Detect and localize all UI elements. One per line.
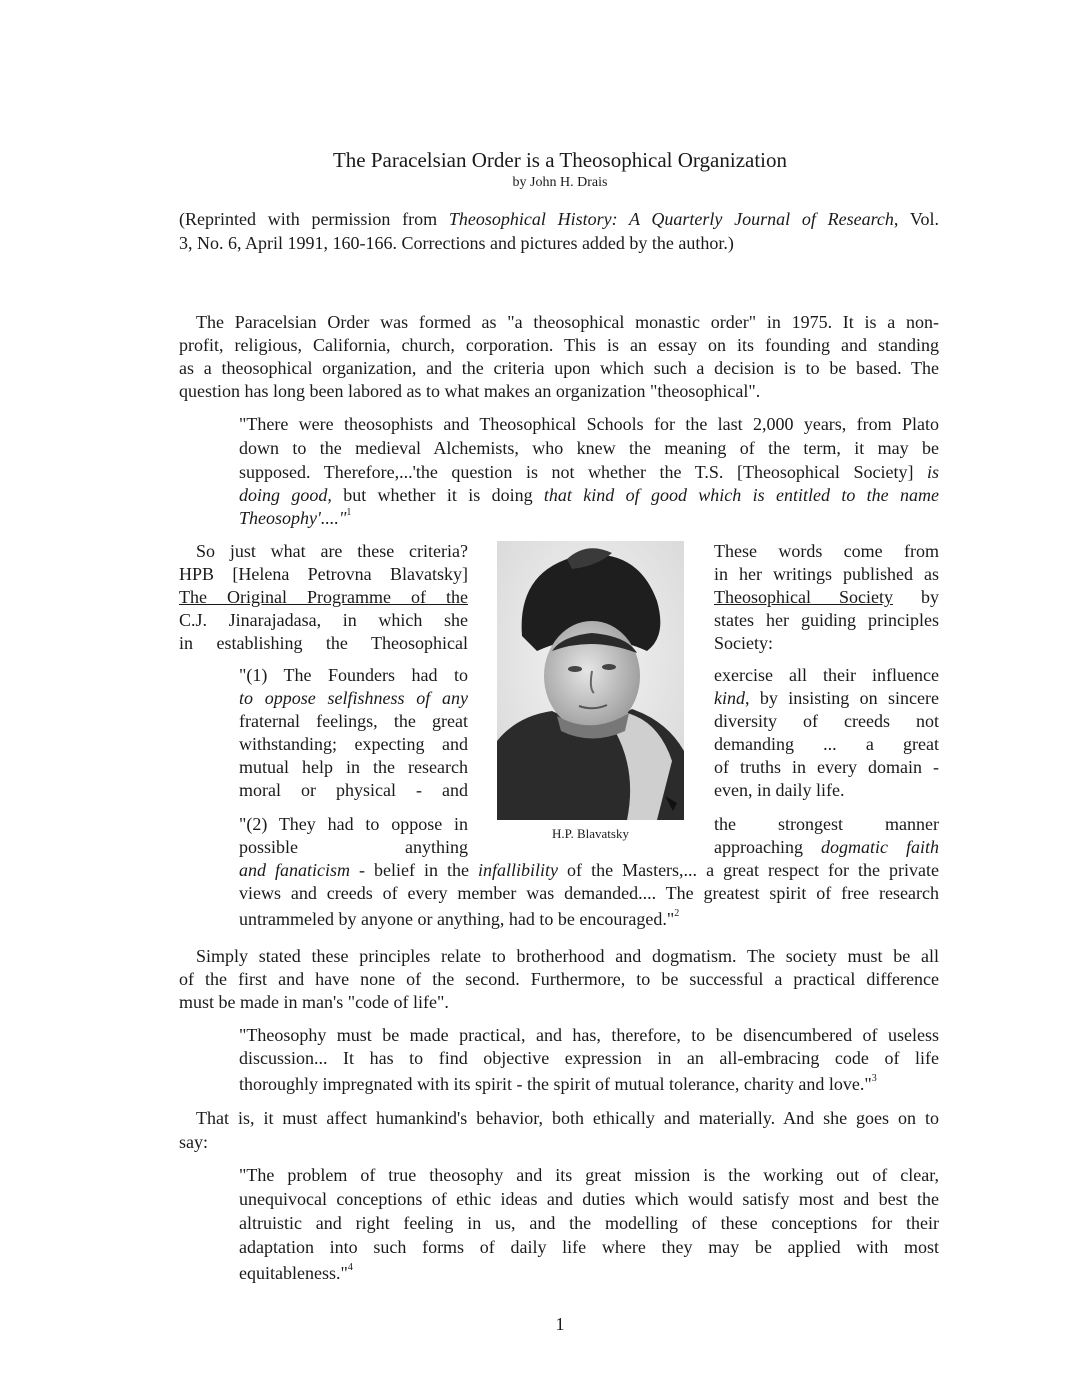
quote-2-right-line: kind, by insisting on sincere	[714, 688, 939, 708]
quote-2-right-line: even, in daily life.	[714, 780, 845, 800]
quote-3-line: and fanaticism - belief in the infallibility of the Masters,... a great respect for the private	[239, 860, 940, 880]
right-column-line: states her guiding principles	[714, 610, 939, 630]
right-column-line: in her writings published as	[714, 564, 939, 584]
paragraph-1-line: profit, religious, California, church, corporation. This is an essay on its founding and standing	[179, 335, 939, 355]
paragraph-3-line: That is, it must affect humankind's behavior, both ethically and materially. And she goes on to	[196, 1108, 939, 1128]
quote-2-right-line: demanding ... a great	[714, 734, 939, 754]
quote-2-right-line: of truths in every domain -	[714, 757, 939, 777]
quote-3-line: views and creeds of every member was demanded.... The greatest spirit of free research	[239, 883, 939, 903]
quote-3-line: possible anything	[239, 837, 468, 857]
quote-4-line: "Theosophy must be made practical, and has, therefore, to be disencumbered of useless	[239, 1025, 939, 1045]
quote-5-line: equitableness."$^4$	[239, 1262, 353, 1283]
quote-4-line: discussion... It has to find objective expression in an all-embracing code of life	[239, 1048, 939, 1068]
quote-1-line: supposed. Therefore,...'the question is not whether the T.S. [Theosophical Society] is	[239, 462, 939, 482]
quote-2-left-line: moral or physical - and	[239, 780, 468, 800]
paragraph-3-line: say:	[179, 1132, 208, 1152]
portrait-caption: H.P. Blavatsky	[552, 826, 629, 841]
paragraph-1-line: as a theosophical organization, and the criteria upon which such a decision is to be based. The	[179, 358, 939, 378]
right-column-line: These words come from	[714, 541, 939, 561]
book-title-original-programme: The Original Programme of the	[179, 587, 468, 607]
reprint-note-line-1: (Reprinted with permission from Theosophical History: A Quarterly Journal of Research, Vol.	[179, 209, 939, 229]
quote-1-line: "There were theosophists and Theosophical Schools for the last 2,000 years, from Plato	[239, 414, 939, 434]
document-title: The Paracelsian Order is a Theosophical Organization	[332, 148, 788, 172]
quote-2-right-line: exercise all their influence	[714, 665, 939, 685]
footnote-ref: 1	[346, 507, 352, 518]
paragraph-2-line: must be made in man's "code of life".	[179, 992, 449, 1012]
quote-2-left-line: withstanding; expecting and	[239, 734, 468, 754]
quote-5-line: altruistic and right feeling in us, and the modelling of these conceptions for their	[239, 1213, 939, 1233]
paragraph-1-line: The Paracelsian Order was formed as "a theosophical monastic order" in 1975. It is a non-	[196, 312, 939, 332]
paragraph-1-line: question has long been labored as to what makes an organization "theosophical".	[179, 381, 761, 401]
quote-3-line: approaching dogmatic faith	[714, 837, 939, 857]
quote-3-line: "(2) They had to oppose in	[239, 814, 468, 834]
quote-2-left-line: fraternal feelings, the great	[239, 711, 468, 731]
quote-3-line: untrammeled by anyone or anything, had to be encouraged."$^2$	[239, 908, 680, 929]
quote-2-left-line: mutual help in the research	[239, 757, 468, 777]
quote-4-line: thoroughly impregnated with its spirit - the spirit of mutual tolerance, charity and love."$^3$	[239, 1073, 877, 1094]
left-column-line: HPB [Helena Petrovna Blavatsky]	[179, 564, 468, 584]
footnote-ref: 4	[347, 1262, 353, 1273]
paragraph-2-line: of the first and have none of the second. Furthermore, to be successful a practical difference	[179, 969, 939, 989]
quote-1-line: doing good, but whether it is doing that kind of good which is entitled to the name	[239, 485, 939, 505]
author-byline: by John H. Drais	[512, 175, 608, 190]
right-column-line: Society:	[714, 633, 773, 653]
quote-1-line: Theosophy'...."$^1$	[239, 507, 352, 528]
page-number: 1	[555, 1314, 565, 1334]
quote-5-line: "The problem of true theosophy and its great mission is the working out of clear,	[239, 1165, 939, 1185]
reprint-note-line-2: 3, No. 6, April 1991, 160-166. Corrections and pictures added by the author.)	[179, 233, 734, 253]
quote-3-line: the strongest manner	[714, 814, 939, 834]
left-column-line: So just what are these criteria?	[196, 541, 468, 561]
left-column-line: C.J. Jinarajadasa, in which she	[179, 610, 468, 630]
book-title-theosophical-society: Theosophical Society	[714, 587, 893, 607]
blavatsky-portrait	[497, 541, 684, 820]
quote-1-line: down to the medieval Alchemists, who knew the meaning of the term, it may be	[239, 438, 939, 458]
quote-5-line: adaptation into such forms of daily life where they may be applied with most	[239, 1237, 939, 1257]
footnote-ref: 3	[871, 1073, 877, 1084]
quote-2-left-line: "(1) The Founders had to	[239, 665, 468, 685]
right-column-line: Theosophical Society by	[714, 587, 939, 607]
footnote-ref: 2	[674, 908, 680, 919]
quote-2-right-line: diversity of creeds not	[714, 711, 939, 731]
quote-5-line: unequivocal conceptions of ethic ideas and duties which would satisfy most and best the	[239, 1189, 939, 1209]
left-column-line: in establishing the Theosophical	[179, 633, 468, 653]
quote-2-left-line: to oppose selfishness of any	[239, 688, 468, 708]
paragraph-2-line: Simply stated these principles relate to brotherhood and dogmatism. The society must be all	[196, 946, 939, 966]
